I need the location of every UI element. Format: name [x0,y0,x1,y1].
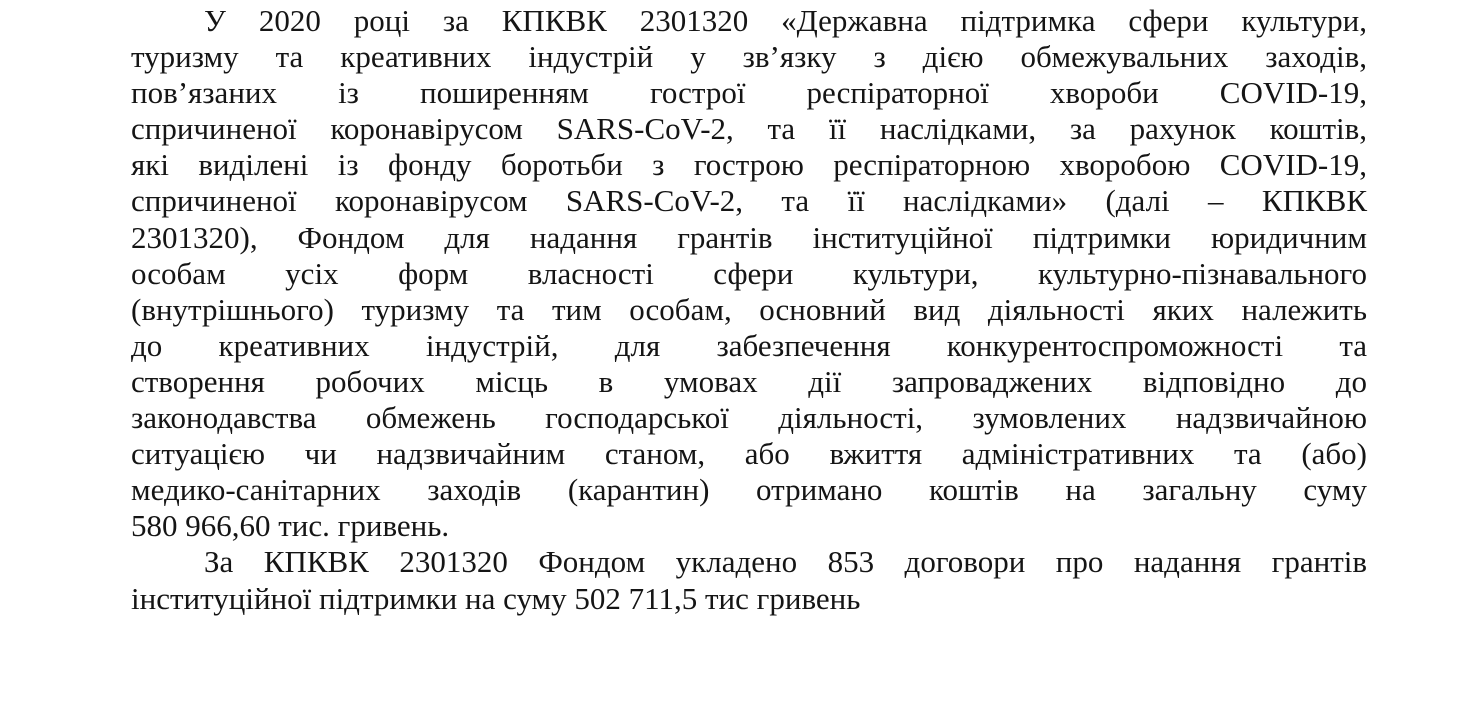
paragraph-1-line-9: (внутрішнього) туризму та тим особам, основний вид діяльності яких належить [131,291,1367,327]
paragraph-2-line-1: За КПКВК 2301320 Фондом укладено 853 договори про надання грантів [204,544,1367,580]
paragraph-1-line-11: створення робочих місць в умовах дії запроваджених відповідно до [131,363,1367,399]
paragraph-1-line-6: спричиненої коронавірусом SARS-CoV-2, та її наслідками» (далі – КПКВК [131,183,1367,219]
document-body [131,3,1367,617]
paragraph-1-line-14: медико-санітарних заходів (карантин) отримано коштів на загальну суму [131,472,1367,508]
paragraph-2-line-2: інституційної підтримки на суму 502 711,5 тис гривень [131,580,861,616]
paragraph-1-line-10: до креативних індустрій, для забезпечення конкурентоспроможності та [131,327,1367,363]
paragraph-1-line-13: ситуацією чи надзвичайним станом, або вжиття адміністративних та (або) [131,436,1367,472]
paragraph-1-line-12: законодавства обмежень господарської діяльності, зумовлених надзвичайною [131,400,1367,436]
paragraph-1-line-2: туризму та креативних індустрій у зв’язку з дією обмежувальних заходів, [131,39,1367,75]
paragraph-1-line-4: спричиненої коронавірусом SARS-CoV-2, та її наслідками, за рахунок коштів, [131,111,1367,147]
paragraph-1-line-7: 2301320), Фондом для надання грантів інституційної підтримки юридичним [131,219,1367,255]
paragraph-1-line-1: У 2020 році за КПКВК 2301320 «Державна підтримка сфери культури, [204,3,1367,38]
paragraph-1-line-5: які виділені із фонду боротьби з гострою респіраторною хворобою COVID-19, [131,147,1367,183]
paragraph-1-line-3: пов’язаних із поширенням гострої респіраторної хвороби COVID-19, [131,75,1367,111]
paragraph-1-line-15: 580 966,60 тис. гривень. [131,508,450,544]
paragraph-1-line-8: особам усіх форм власності сфери культури, культурно-пізнавального [131,255,1367,291]
